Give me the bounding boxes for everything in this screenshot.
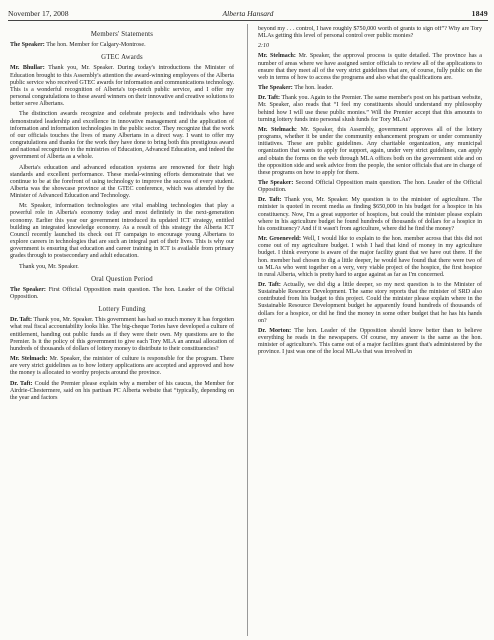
speaker-name: The Speaker: bbox=[10, 42, 45, 49]
speaker-name: Mr. Stelmach: bbox=[258, 53, 296, 60]
speaker-name: Dr. Taft: bbox=[258, 95, 281, 102]
speaker-name: Mr. Bhullar: bbox=[10, 65, 45, 72]
body-paragraph: Alberta's education and advanced education systems are renowned for their high standards and excellent performance. These medal-winning efforts demonstrate that we continue to be at the forefront of using technology to improve the success of every student. Alberta was the showcase province at the GTEC conference, which was attended by the Minister of Advanced Education and Technology. bbox=[10, 164, 234, 200]
speaker-name: Mr. Stelmach: bbox=[258, 126, 297, 133]
section-heading: Lottery Funding bbox=[98, 306, 146, 314]
body-paragraph: Mr. Speaker, information technologies are vital enabling technologies that play a powerful role in Alberta's economy today and most definitely in the next-generation economy. Earlier this year our government introduced its updated ICT strategy, entitled building an integrated knowledge economy. As a result of this strategy the Alberta ICT Council recently launched its check out IT campaign to encourage young Albertans to explore careers in technologies that are such an integral part of their lives. This is why our government is ensuring that education and career training in ICT is available from primary grades through to postsecondary and adult education. bbox=[10, 203, 234, 260]
header-publication: Alberta Hansard bbox=[222, 9, 274, 18]
right-column bbox=[258, 26, 482, 636]
speech-text: Thank you, Mr. Speaker. During today's introductions the Minister of Education brought to this Assembly's attention the award-winning employees of the Alberta public service who received GTEC awards for information and communications technology. This is a wonderful recognition of Alberta's top-notch public service, and I offer my personal congratulations to these award winners on their innovative and creative solutions to better serve Albertans. bbox=[10, 65, 234, 108]
speech-paragraph bbox=[258, 95, 482, 124]
speech-paragraph bbox=[10, 356, 234, 377]
speech-text: Well, I would like to explain to the hon. member across that this did not come out of my agriculture budget. I wish I had that kind of money in my agriculture budget. I think everyone is aware of the major facility grant that we have out there. If the hon. member had chosen to dig a little deeper, he would have found that there were two of us MLAs who went together on a very, very viable project of the hospice, the first hospice in rural Alberta, which is pretty hard to argue against as far as I'm concerned. bbox=[258, 236, 482, 278]
speech-paragraph bbox=[258, 85, 482, 92]
speaker-name: Dr. Morton: bbox=[258, 327, 292, 334]
speech-paragraph bbox=[10, 317, 234, 353]
speech-paragraph bbox=[258, 197, 482, 233]
speech-text: Mr. Speaker, the minister of culture is responsible for the program. There are very strict guidelines as to how lottery applications are accepted and approved and how the money is allocated to worthy projects around the province. bbox=[10, 356, 234, 377]
section-heading: GTEC Awards bbox=[101, 54, 143, 62]
speech-text: Mr. Speaker, the approval process is quite detailed. The province has a number of areas where we have assigned senior officials to review all of the applications to ensure that they meet all of the very strict guidelines that are, of course, fully public on the web in terms of how to access the programs and also what the qualifications are. bbox=[258, 53, 482, 81]
speech-text: First Official Opposition main question. The hon. Leader of the Official Opposition. bbox=[10, 286, 234, 300]
speech-paragraph bbox=[258, 180, 482, 194]
speech-text: The hon. Member for Calgary-Montrose. bbox=[46, 42, 146, 49]
speech-paragraph bbox=[10, 65, 234, 108]
speech-text: Thank you, Mr. Speaker. My question is to the minister of agriculture. The minister is quoted in recent media as finding $650,000 in his budget for a hospice in his constituency. Now, I'm a great supporter of hospices, but could the minister please explain where in his agriculture budget he found hundreds of thousands of dollars for a hospice in his constituency? And if it wasn't from agriculture, where did he find the money? bbox=[258, 197, 482, 232]
speech-paragraph bbox=[258, 236, 482, 279]
speech-text: Could the Premier please explain why a member of his caucus, the Member for Airdrie-Chestermere, said on his partisan PC Alberta website that “typically, depending on the year and factors bbox=[10, 380, 234, 401]
section-heading: Oral Question Period bbox=[91, 275, 153, 283]
timestamp: 2:10 bbox=[258, 43, 270, 50]
speech-paragraph bbox=[10, 287, 234, 301]
speech-text: The hon. leader. bbox=[294, 85, 334, 92]
speech-text: Thank you. Again to the Premier. The same member's post on his partisan website, Mr. Speaker, also reads that “I feel my constituents should understand my philosophy behind how I will use these public monies.” Will the Premier accept that this amounts to turning lottery funds into personal slush funds for Tory MLAs? bbox=[258, 95, 482, 123]
speaker-name: The Speaker: bbox=[258, 85, 293, 92]
speech-text: The hon. Leader of the Opposition should know better than to believe everything he reads in the newspapers. Of course, my answer is the same as the hon. minister of agriculture's. This came out of a major facilities grant that's administered by the province. I just was one of the local MLAs that was involved in bbox=[258, 327, 482, 356]
header-date: November 17, 2008 bbox=[8, 9, 69, 18]
column-divider bbox=[247, 24, 248, 636]
speech-paragraph bbox=[10, 42, 234, 49]
body-paragraph: Thank you, Mr. Speaker. bbox=[19, 263, 79, 270]
speech-paragraph bbox=[258, 53, 482, 82]
speech-paragraph bbox=[10, 381, 234, 402]
page-header bbox=[8, 6, 488, 21]
speaker-name: Dr. Taft: bbox=[258, 197, 282, 204]
speaker-name: Dr. Taft: bbox=[258, 282, 281, 288]
speech-text: Thank you, Mr. Speaker. This government has had so much money it has forgotten what real fiscal accountability looks like. The big-cheque Tories have developed a culture of entitlement, handing out public funds as if they were their own. My questions are to the Premier. Is it the policy of this government to give each Tory MLA an annual allocation of hundreds of thousands of dollars of lottery money to distribute to their constituencies? bbox=[10, 317, 234, 352]
header-page-number: 1849 bbox=[471, 9, 488, 18]
speaker-name: The Speaker: bbox=[10, 286, 46, 293]
speech-paragraph bbox=[258, 328, 482, 357]
left-column bbox=[10, 26, 234, 636]
speaker-name: Mr. Stelmach: bbox=[10, 356, 48, 363]
section-heading: Members' Statements bbox=[90, 31, 154, 38]
speech-text: Actually, we did dig a little deeper, so my next question is to the Minister of Sustainable Resource Development. The same story reports that the minister of SRD also contributed from his budget to this project. Could the minister please explain where in the Sustainable Resource Development budget he apparently found hundreds of thousands of dollars for a hospice, or did he find the money in some other budget that he has his hands on? bbox=[258, 282, 482, 324]
speech-paragraph bbox=[258, 282, 482, 325]
body-paragraph: beyond my . . . control, I have roughly $750,000 worth of grants to sign off”? Why are Tory MLAs getting this level of personal control over public monies? bbox=[258, 26, 482, 40]
speaker-name: Dr. Taft: bbox=[10, 317, 32, 324]
speaker-name: Mr. Groeneveld: bbox=[258, 236, 302, 243]
speaker-name: Dr. Taft: bbox=[10, 380, 33, 387]
speaker-name: The Speaker: bbox=[258, 179, 294, 186]
body-paragraph: The distinction awards recognize and celebrate projects and individuals who have demonstrated leadership and excellence in innovative management and the application of information and information technologies in the public sector. They recognize that the work of our officials touches the lives of many Albertans in a direct way. I want to offer my congratulations and thanks for the work they have done to bring both this prestigious award and national recognition to the ministries of Education, Advanced Education, and indeed the government of Alberta as a whole. bbox=[10, 111, 234, 161]
speech-text: Mr. Speaker, this Assembly, government approves all of the lottery programs, whether it be under the community enhancement program or under community initiatives. These are public guidelines. Any charitable organization, any municipal organization that wants to apply for support, again, under very strict guidelines, can apply and obtain the forms on the web through MLA offices both on the government side and on the opposition side and seek advice from the people, the senior officials that are in charge of these programs on how to apply for them. bbox=[258, 126, 482, 176]
speech-paragraph bbox=[258, 127, 482, 177]
speech-text: Second Official Opposition main question. The hon. Leader of the Official Opposition. bbox=[258, 179, 482, 194]
